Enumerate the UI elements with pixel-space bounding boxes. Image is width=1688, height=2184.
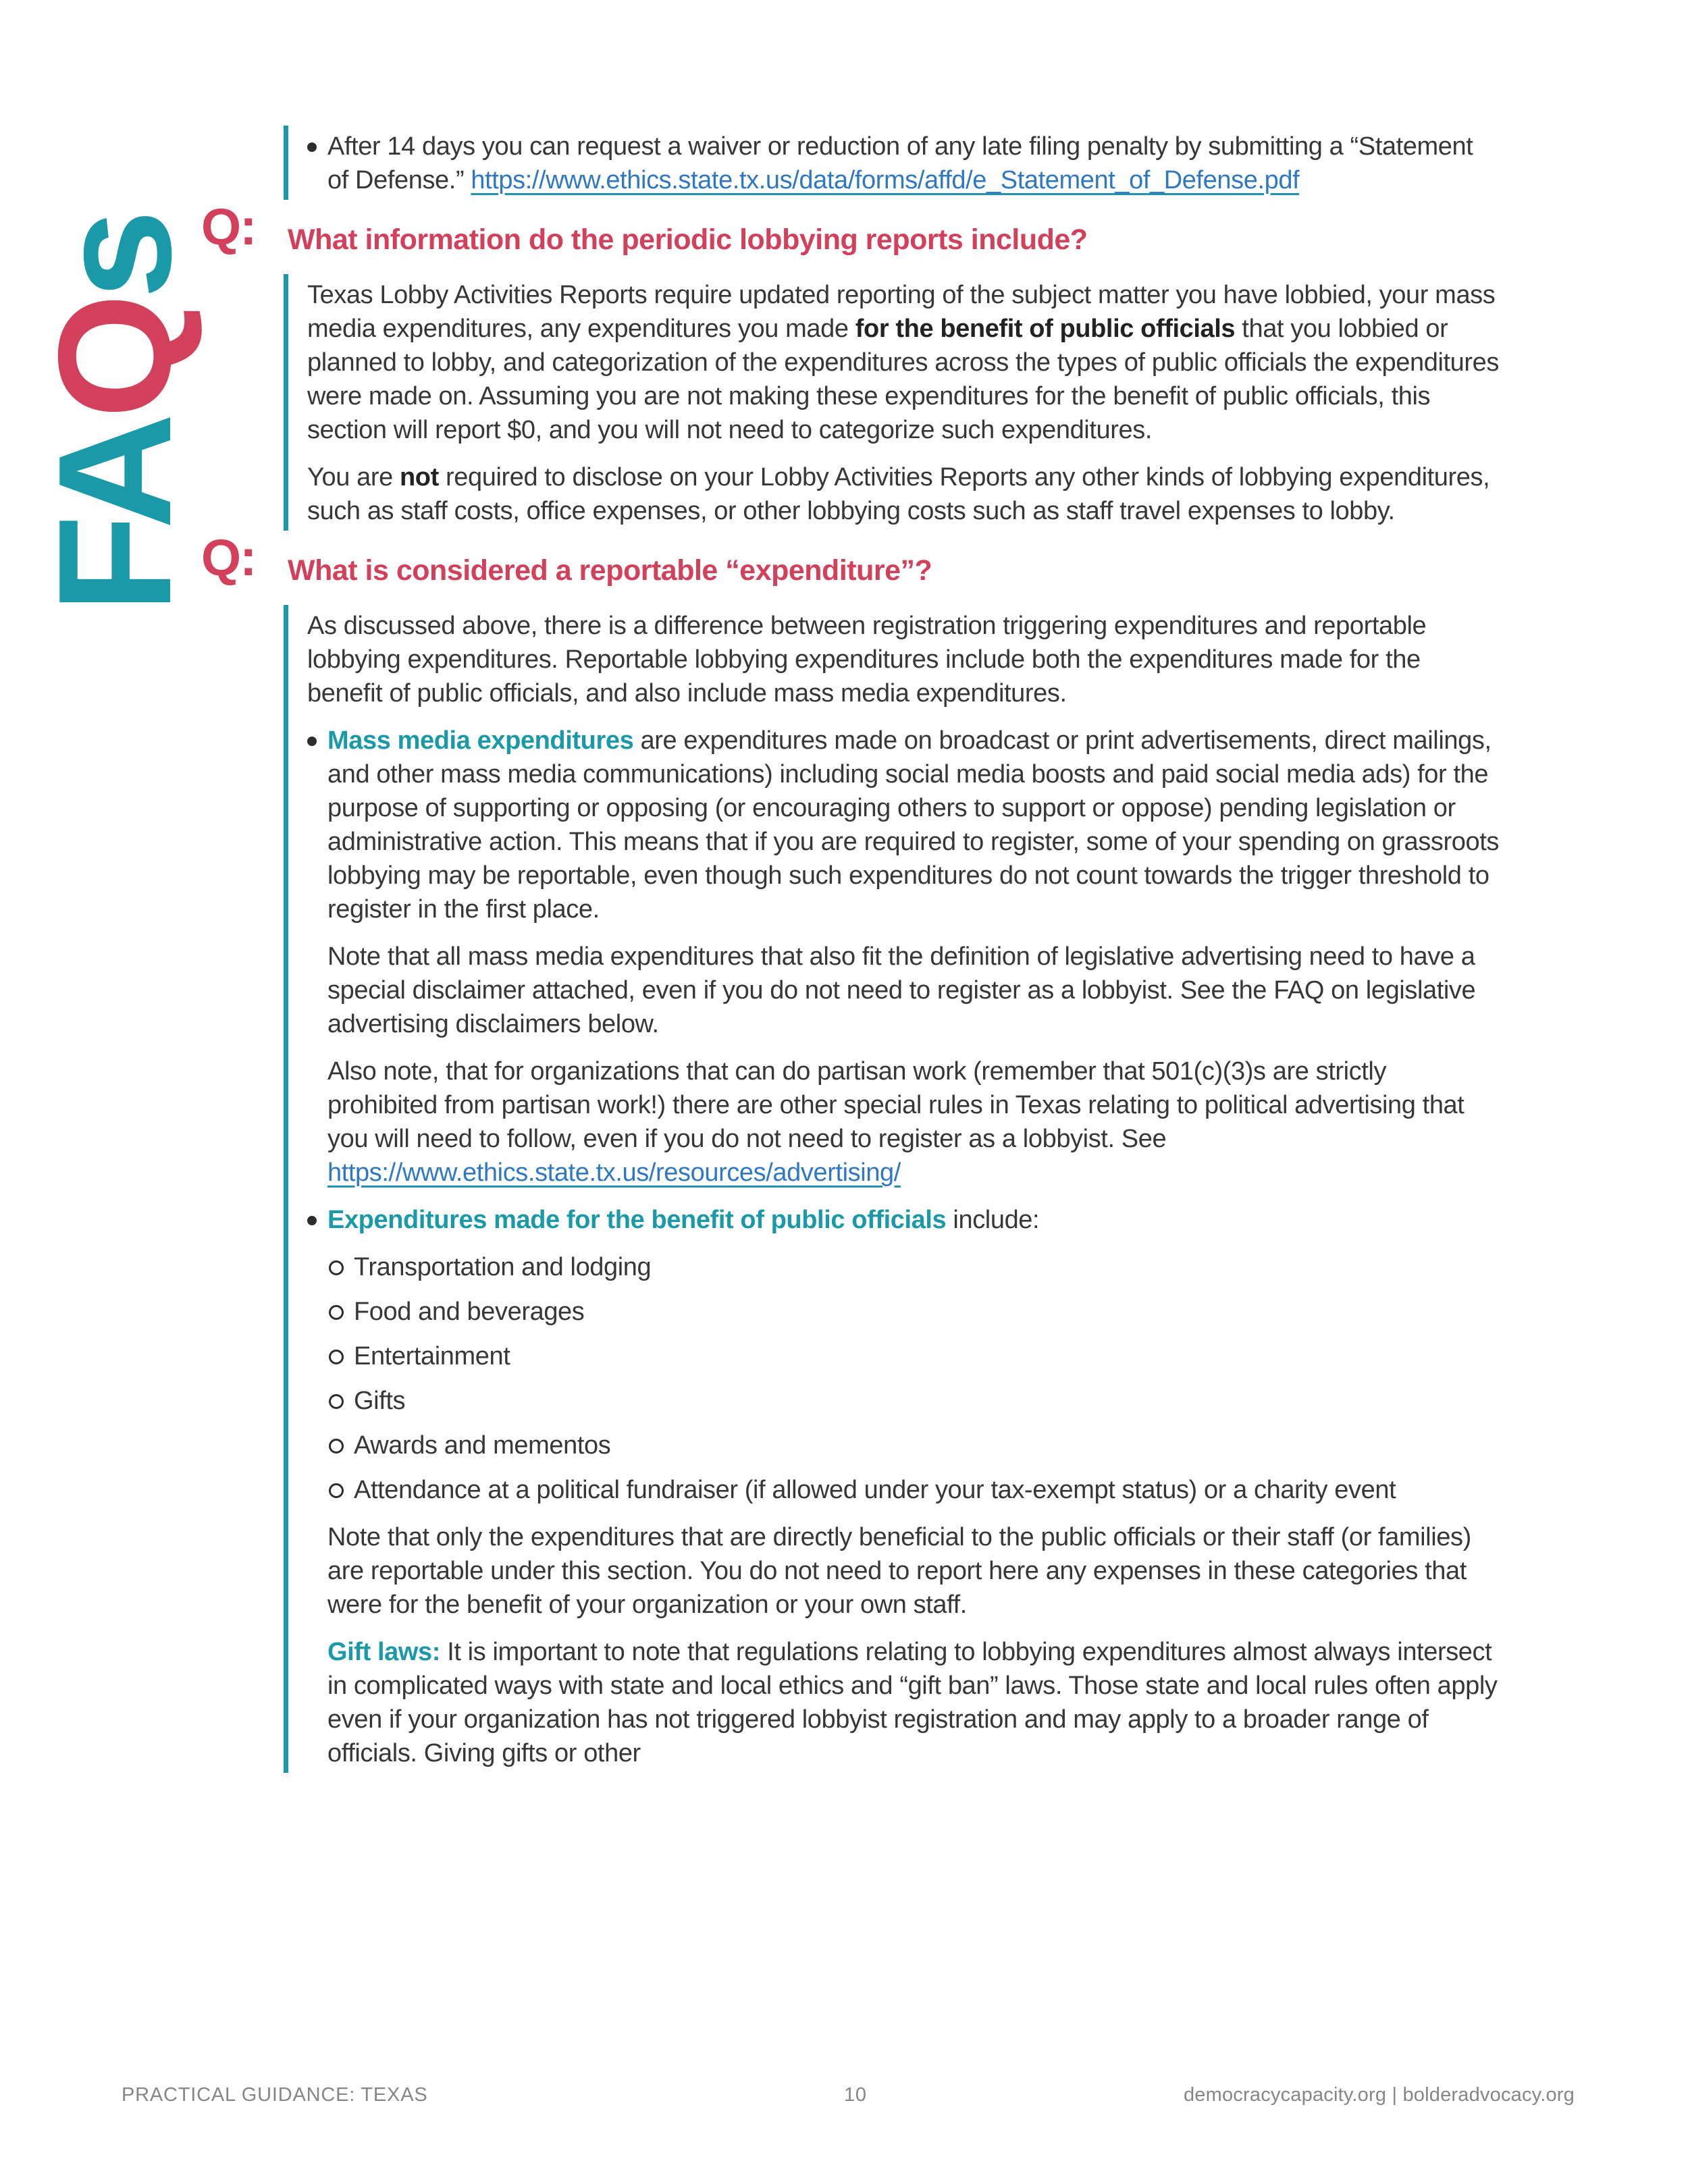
circle-bullet-icon	[329, 1394, 344, 1409]
text-segment: required to disclose on your Lobby Activities Reports any other kinds of lobbying expenditures, such as staff costs, office expenses, or other lobbying costs such as staff travel expenses to lobby.	[307, 463, 1490, 525]
text-segment: Expenditures made for the benefit of public officials	[327, 1206, 947, 1234]
sub-list-item-text: Transportation and lodging	[354, 1253, 652, 1281]
circle-bullet-icon	[329, 1350, 344, 1364]
text-segment: include:	[946, 1206, 1040, 1234]
sub-list-item	[327, 1429, 1499, 1462]
paragraph	[327, 940, 1499, 1041]
question-row-2	[201, 529, 1499, 589]
question-heading: What is considered a reportable “expenditure”?	[288, 554, 932, 587]
circle-bullet-icon	[329, 1260, 344, 1275]
circle-bullet-icon	[329, 1483, 344, 1498]
list-item-text	[327, 1203, 1039, 1237]
faqs-logo-letter-q: Q	[26, 298, 205, 419]
sub-bullet-list	[327, 1250, 1499, 1507]
sub-list-item-text: Gifts	[354, 1387, 406, 1415]
text-segment: Gift laws:	[327, 1638, 441, 1666]
text-segment: not	[399, 463, 439, 491]
circle-bullet-icon	[329, 1439, 344, 1454]
bullet-dot-icon	[307, 737, 317, 746]
text-segment: are expenditures made on broadcast or print advertisements, direct mailings, and other mass media communications) including social media boosts and paid social media ads) for the purpose of supporting or opposing (or encouraging others to support or oppose) pending legislation or administrative action. This means that if you are required to register, some of your spending on grassroots lobbying may be reportable, even though such expenditures do not count towards the trigger threshold to register in the first place.	[327, 726, 1499, 924]
sub-list-item-text: Attendance at a political fundraiser (if allowed under your tax-exempt status) or a charity event	[354, 1476, 1396, 1504]
sub-list-item	[327, 1295, 1499, 1329]
paragraph	[307, 460, 1499, 528]
qa-section-2	[201, 529, 1499, 1773]
footer-websites: democracycapacity.org | bolderadvocacy.org	[1183, 2084, 1575, 2106]
q-marker: Q:	[201, 198, 256, 256]
content-column	[201, 126, 1499, 1773]
text-segment: Note that only the expenditures that are directly beneficial to the public officials or their staff (or families) are reportable under this section. You do not need to report here any expenses in these categories that were for the benefit of your organization or your own staff.	[327, 1523, 1471, 1619]
sub-list-item	[327, 1250, 1499, 1284]
paragraph	[307, 609, 1499, 710]
q-marker: Q:	[201, 529, 256, 587]
list-item	[307, 1203, 1499, 1237]
answer-block-2	[284, 605, 1499, 1773]
bullet-list	[307, 1203, 1499, 1237]
list-item	[307, 130, 1499, 197]
question-row-1	[201, 198, 1499, 258]
list-item-text	[327, 724, 1499, 926]
sub-list-item-text: Awards and mementos	[354, 1431, 611, 1460]
intro-bullet-block	[284, 126, 1499, 200]
text-segment: After 14 days you can request a waiver or reduction of any late filing penalty by submitting a “Statement of Defense.”	[327, 132, 1473, 194]
bullet-dot-icon	[307, 142, 317, 152]
bullet-list	[307, 724, 1499, 926]
text-segment: that you lobbied or planned to lobby, and categorization of the expenditures across the types of public officials the expenditures were made on. Assuming you are not making these expenditures for the benefit of public officials, this section will report $0, and you will not need to categorize such expenditures.	[307, 315, 1499, 444]
question-heading: What information do the periodic lobbying reports include?	[288, 223, 1088, 256]
text-segment: You are	[307, 463, 400, 491]
paragraph	[327, 1635, 1499, 1770]
paragraph	[327, 1055, 1499, 1190]
faqs-logo-letters-fa: FA	[26, 418, 205, 613]
sub-list-item-text: Food and beverages	[354, 1298, 585, 1326]
sub-list-item-text: Entertainment	[354, 1342, 510, 1370]
list-item-text	[327, 130, 1499, 197]
footer-document-title: PRACTICAL GUIDANCE: TEXAS	[122, 2084, 428, 2106]
footer-page-number: 10	[844, 2084, 867, 2106]
faqs-logo	[26, 215, 205, 613]
text-segment: It is important to note that regulations relating to lobbying expenditures almost always intersect in complicated ways with state and local ethics and “gift ban” laws. Those state and local rules often apply even if your organization has not triggered lobbyist registration and may apply to a broader range of officials. Giving gifts or other	[327, 1638, 1498, 1767]
text-segment: Mass media expenditures	[327, 726, 634, 755]
text-segment: for the benefit of public officials	[855, 315, 1236, 343]
sub-list-item	[327, 1339, 1499, 1373]
circle-bullet-icon	[329, 1305, 344, 1320]
sub-list-item	[327, 1473, 1499, 1507]
text-segment: Also note, that for organizations that can do partisan work (remember that 501(c)(3)s are strictly prohibited from partisan work!) there are other special rules in Texas relating to political advertising that you will need to follow, even if you do not need to register as a lobbyist. See	[327, 1057, 1465, 1153]
inline-link[interactable]: https://www.ethics.state.tx.us/data/forms/affd/e_Statement_of_Defense.pdf	[471, 166, 1300, 194]
text-segment: Texas Lobby Activities Reports require updated reporting of the subject matter you have lobbied, your mass media expenditures, any expenditures you made	[307, 281, 1496, 343]
paragraph	[307, 278, 1499, 447]
text-segment: As discussed above, there is a difference between registration triggering expenditures and reportable lobbying expenditures. Reportable lobbying expenditures include both the expenditures made for the benefit of public officials, and also include mass media expenditures.	[307, 612, 1427, 708]
inline-link[interactable]: https://www.ethics.state.tx.us/resources/advertising/	[327, 1158, 901, 1187]
bullet-dot-icon	[307, 1216, 317, 1225]
list-item	[307, 724, 1499, 926]
faqs-logo-letter-s: s	[26, 215, 205, 299]
paragraph	[327, 1520, 1499, 1622]
qa-section-1	[201, 198, 1499, 531]
answer-block-1	[284, 274, 1499, 531]
sub-list-item	[327, 1384, 1499, 1418]
text-segment: Note that all mass media expenditures that also fit the definition of legislative advertising need to have a special disclaimer attached, even if you do not need to register as a lobbyist. See the FAQ on legislative advertising disclaimers below.	[327, 942, 1476, 1038]
intro-bullet-list	[307, 130, 1499, 197]
